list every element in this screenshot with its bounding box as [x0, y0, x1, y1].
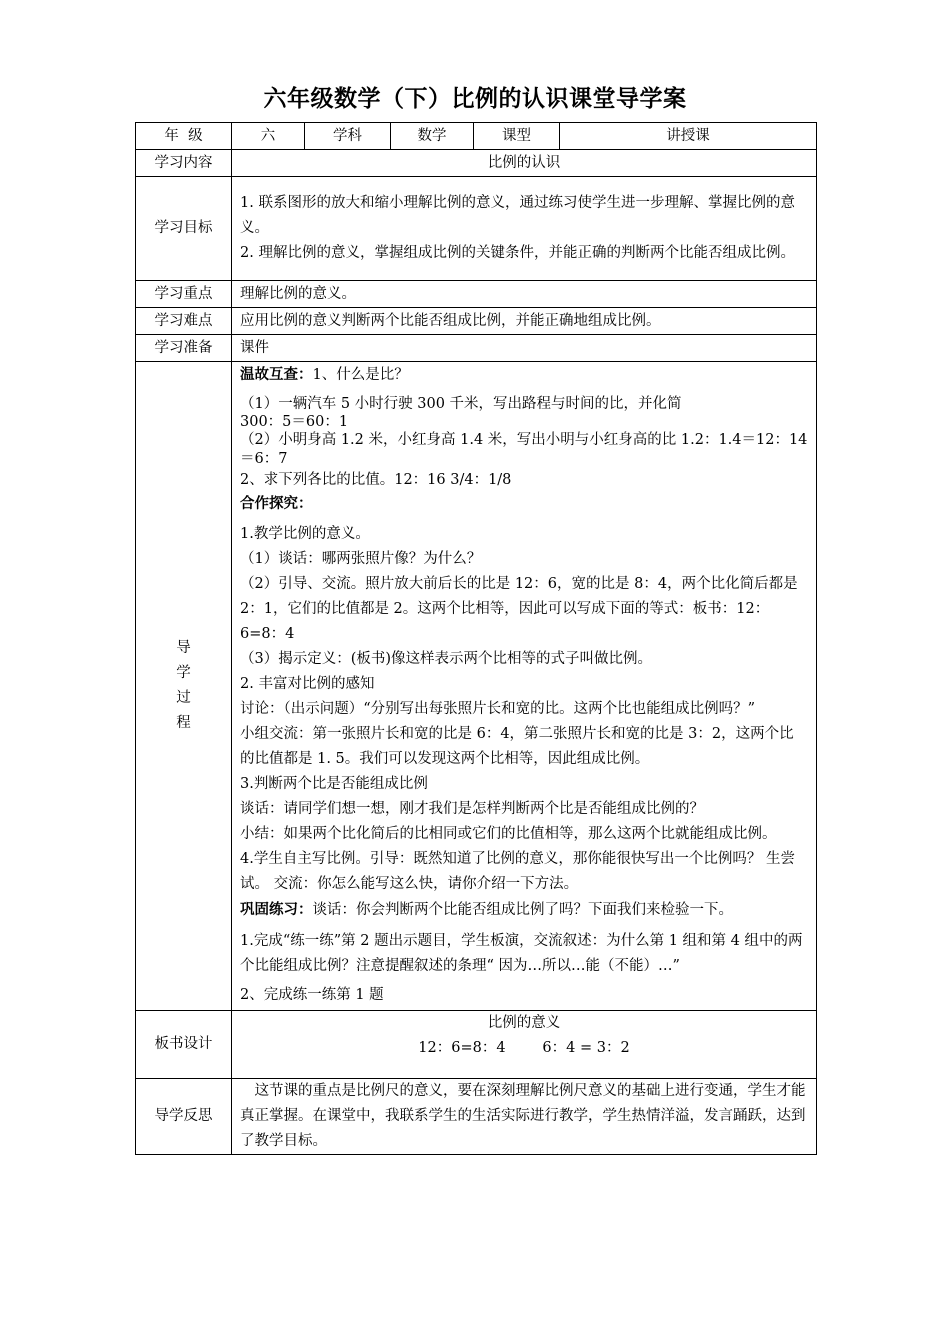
practice-line: 1.完成“练一练”第 2 题出示题目，学生板演，交流叙述：为什么第 1 组和第 4 组中的两个比能组成比例？注意提醒叙述的条理“ 因为…所以…能（不能）…”	[240, 933, 803, 974]
coop-line: 小组交流：第一张照片长和宽的比是 6：4，第二张照片长和宽的比是 3：2，这两个比的比值都是 1. 5。我们可以发现这两个比相等，因此组成比例。	[240, 726, 794, 767]
board-line: 12：6=8：4 6：4 = 3：2	[418, 1040, 630, 1056]
content-value: 比例的认识	[232, 150, 817, 177]
review-line: 300：5＝60：1	[240, 414, 349, 430]
review-heading: 温故互查：	[240, 366, 313, 383]
reflection-row	[136, 1079, 817, 1155]
grade-label: 年 级	[136, 123, 232, 150]
review-line: （2）小明身高 1.2 米，小红身高 1.4 米，写出小明与小红身高的比 1.2：1.4＝12：14＝6：7	[240, 432, 808, 467]
grade-value: 六	[232, 123, 305, 150]
review-line: （1）一辆汽车 5 小时行驶 300 千米，写出路程与时间的比，并化简	[240, 396, 682, 412]
process-label-char: 学	[176, 665, 191, 681]
reflection-value	[232, 1079, 817, 1155]
process-label-char: 程	[176, 715, 191, 731]
coop-line: 4.学生自主写比例。引导：既然知道了比例的意义，那你能很快写出一个比例吗？ 生尝试。 交流：你怎么能写这么快，请你介绍一下方法。	[240, 851, 795, 892]
coop-line: 谈话：请同学们想一想，刚才我们是怎样判断两个比是否能组成比例的？	[240, 801, 704, 817]
content-row	[136, 150, 817, 177]
type-label: 课型	[474, 123, 560, 150]
reflection-text: 这节课的重点是比例尺的意义，要在深刻理解比例尺意义的基础上进行变通，学生才能真正掌握。在课堂中，我联系学生的生活实际进行教学，学生热情洋溢，发言踊跃，达到了教学目标。	[240, 1083, 806, 1149]
focus-label: 学习重点	[136, 281, 232, 308]
review-question: 1、什么是比？	[312, 367, 409, 383]
focus-row	[136, 281, 817, 308]
board-line: 比例的意义	[487, 1015, 561, 1031]
prep-value: 课件	[232, 335, 817, 362]
prep-row	[136, 335, 817, 362]
coop-line: （3）揭示定义：(板书)像这样表示两个比相等的式子叫做比例。	[240, 651, 653, 667]
process-label-char: 导	[176, 640, 191, 656]
coop-line: 1.教学比例的意义。	[240, 526, 370, 542]
coop-line: 2. 丰富对比例的感知	[240, 676, 375, 692]
coop-line: 讨论：（出示问题）“分别写出每张照片长和宽的比。这两个比也能组成比例吗？”	[240, 701, 756, 717]
goals-row	[136, 177, 817, 281]
type-value: 讲授课	[560, 123, 817, 150]
header-row	[136, 123, 817, 150]
subject-value: 数学	[391, 123, 474, 150]
practice-heading: 巩固练习：	[240, 901, 313, 918]
subject-label: 学科	[305, 123, 391, 150]
practice-intro: 谈话：你会判断两个比能否组成比例了吗？下面我们来检验一下。	[312, 902, 733, 918]
difficulty-label: 学习难点	[136, 308, 232, 335]
process-label	[136, 362, 232, 1011]
lesson-plan-table	[135, 122, 817, 1155]
coop-line: （1）谈话：哪两张照片像？为什么？	[240, 551, 482, 567]
goal-item: 2. 理解比例的意义，掌握组成比例的关键条件，并能正确的判断两个比能否组成比例。	[240, 245, 795, 261]
process-row	[136, 362, 817, 1011]
coop-line: （2）引导、交流。照片放大前后长的比是 12：6，宽的比是 8：4，两个比化简后都是 2：1，它们的比值都是 2。这两个比相等，因此可以写成下面的等式：板书：12：6=8：4	[240, 576, 798, 642]
process-label-char: 过	[176, 690, 191, 706]
prep-label: 学习准备	[136, 335, 232, 362]
board-value	[232, 1011, 817, 1079]
goal-item: 1. 联系图形的放大和缩小理解比例的意义，通过练习使学生进一步理解、掌握比例的意义。	[240, 195, 795, 236]
board-row	[136, 1011, 817, 1079]
goals-label: 学习目标	[136, 177, 232, 281]
difficulty-value: 应用比例的意义判断两个比能否组成比例，并能正确地组成比例。	[232, 308, 817, 335]
review-line: 2、求下列各比的比值。12：16 3/4：1/8	[240, 472, 512, 488]
content-label: 学习内容	[136, 150, 232, 177]
coop-line: 3.判断两个比是否能组成比例	[240, 776, 428, 792]
board-label: 板书设计	[136, 1011, 232, 1079]
focus-value: 理解比例的意义。	[232, 281, 817, 308]
page-title: 六年级数学（下）比例的认识课堂导学案	[263, 86, 687, 112]
coop-line: 小结：如果两个比化简后的比相同或它们的比值相等，那么这两个比就能组成比例。	[240, 826, 777, 842]
difficulty-row	[136, 308, 817, 335]
practice-line: 2、完成练一练第 1 题	[240, 987, 384, 1003]
reflection-label: 导学反思	[136, 1079, 232, 1155]
coop-heading: 合作探究：	[240, 495, 313, 512]
process-content	[232, 362, 817, 1011]
goals-value	[232, 177, 817, 281]
